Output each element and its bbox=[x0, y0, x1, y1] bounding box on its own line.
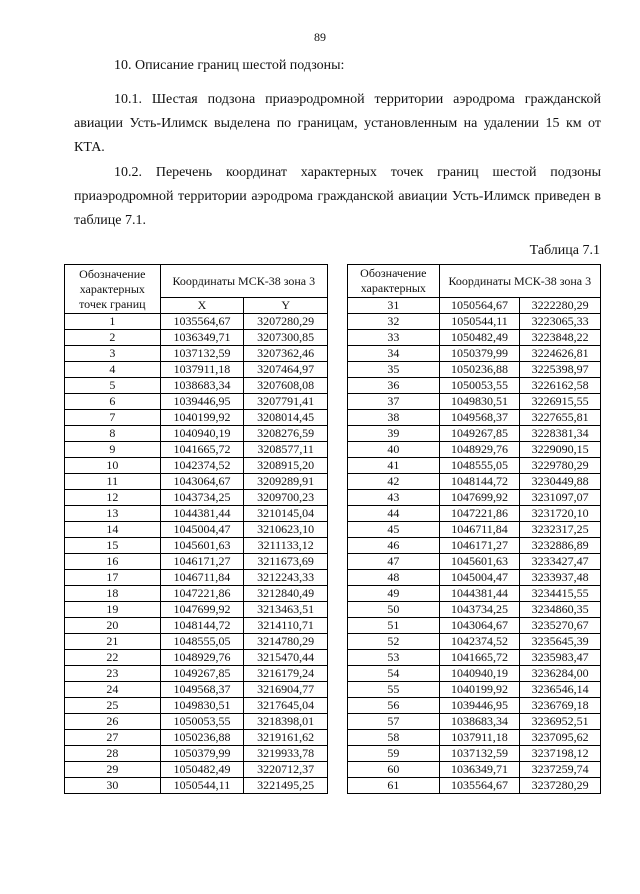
coord-x: 1048144,72 bbox=[439, 474, 520, 490]
point-number: 27 bbox=[65, 730, 161, 746]
point-number: 23 bbox=[65, 666, 161, 682]
table-row bbox=[65, 506, 328, 522]
table-row bbox=[348, 490, 601, 506]
point-number: 39 bbox=[348, 426, 440, 442]
coord-x: 1045601,63 bbox=[439, 554, 520, 570]
table-row bbox=[65, 554, 328, 570]
coord-y: 3207362,46 bbox=[244, 346, 328, 362]
point-number: 28 bbox=[65, 746, 161, 762]
point-number: 18 bbox=[65, 586, 161, 602]
point-number: 13 bbox=[65, 506, 161, 522]
point-number: 36 bbox=[348, 378, 440, 394]
coord-y: 3215470,44 bbox=[244, 650, 328, 666]
point-number: 32 bbox=[348, 314, 440, 330]
coord-y: 3209700,23 bbox=[244, 490, 328, 506]
coord-x: 1048555,05 bbox=[160, 634, 244, 650]
coord-x: 1046171,27 bbox=[160, 554, 244, 570]
coord-x: 1049830,51 bbox=[160, 698, 244, 714]
coord-y: 3214110,71 bbox=[244, 618, 328, 634]
table-row bbox=[348, 442, 601, 458]
table-row bbox=[348, 394, 601, 410]
coord-x: 1050236,88 bbox=[160, 730, 244, 746]
point-number: 12 bbox=[65, 490, 161, 506]
table-row bbox=[65, 634, 328, 650]
coord-x: 1043064,67 bbox=[160, 474, 244, 490]
table-row bbox=[65, 586, 328, 602]
coord-y: 3221495,25 bbox=[244, 778, 328, 794]
coord-x: 1045004,47 bbox=[439, 570, 520, 586]
table-row bbox=[65, 602, 328, 618]
coord-y: 3217645,04 bbox=[244, 698, 328, 714]
table-row bbox=[65, 330, 328, 346]
coordinates-table-left bbox=[64, 264, 328, 794]
table-row bbox=[348, 458, 601, 474]
coord-y: 3214780,29 bbox=[244, 634, 328, 650]
table-row bbox=[65, 650, 328, 666]
coord-y: 3237095,62 bbox=[520, 730, 601, 746]
point-number: 17 bbox=[65, 570, 161, 586]
coord-x: 1046711,84 bbox=[439, 522, 520, 538]
point-number: 53 bbox=[348, 650, 440, 666]
point-number: 3 bbox=[65, 346, 161, 362]
coord-x: 1036349,71 bbox=[160, 330, 244, 346]
point-number: 29 bbox=[65, 762, 161, 778]
point-number: 33 bbox=[348, 330, 440, 346]
point-number: 14 bbox=[65, 522, 161, 538]
point-number: 1 bbox=[65, 314, 161, 330]
point-number: 30 bbox=[65, 778, 161, 794]
table-row bbox=[65, 410, 328, 426]
coord-y: 3224626,81 bbox=[520, 346, 601, 362]
table-row bbox=[348, 682, 601, 698]
coord-x: 1045004,47 bbox=[160, 522, 244, 538]
coord-x: 1050564,67 bbox=[439, 298, 520, 314]
coord-x: 1044381,44 bbox=[160, 506, 244, 522]
header-coordinates: Координаты МСК-38 зона 3 bbox=[439, 265, 600, 298]
point-number: 61 bbox=[348, 778, 440, 794]
coord-y: 3211133,12 bbox=[244, 538, 328, 554]
coord-y: 3207300,85 bbox=[244, 330, 328, 346]
table-row bbox=[65, 314, 328, 330]
table-row bbox=[65, 778, 328, 794]
point-number: 42 bbox=[348, 474, 440, 490]
coord-y: 3223848,22 bbox=[520, 330, 601, 346]
coord-x: 1040199,92 bbox=[439, 682, 520, 698]
table-row bbox=[348, 730, 601, 746]
coord-y: 3208014,45 bbox=[244, 410, 328, 426]
coord-y: 3216179,24 bbox=[244, 666, 328, 682]
point-number: 43 bbox=[348, 490, 440, 506]
coord-y: 3232317,25 bbox=[520, 522, 601, 538]
coord-x: 1049830,51 bbox=[439, 394, 520, 410]
table-row bbox=[65, 746, 328, 762]
point-number: 56 bbox=[348, 698, 440, 714]
coord-y: 3227655,81 bbox=[520, 410, 601, 426]
point-number: 40 bbox=[348, 442, 440, 458]
header-point-designation: Обозначение характерных bbox=[348, 265, 440, 298]
coord-y: 3226915,55 bbox=[520, 394, 601, 410]
coord-y: 3219161,62 bbox=[244, 730, 328, 746]
point-number: 41 bbox=[348, 458, 440, 474]
point-number: 46 bbox=[348, 538, 440, 554]
table-caption: Таблица 7.1 bbox=[529, 243, 600, 258]
coord-y: 3237198,12 bbox=[520, 746, 601, 762]
table-row bbox=[65, 682, 328, 698]
point-number: 54 bbox=[348, 666, 440, 682]
coord-x: 1041665,72 bbox=[439, 650, 520, 666]
coord-y: 3233937,48 bbox=[520, 570, 601, 586]
coord-x: 1050482,49 bbox=[160, 762, 244, 778]
point-number: 55 bbox=[348, 682, 440, 698]
coord-x: 1040940,19 bbox=[439, 666, 520, 682]
table-row bbox=[65, 522, 328, 538]
coord-y: 3236284,00 bbox=[520, 666, 601, 682]
coord-y: 3230449,88 bbox=[520, 474, 601, 490]
point-number: 34 bbox=[348, 346, 440, 362]
point-number: 10 bbox=[65, 458, 161, 474]
table-row bbox=[65, 762, 328, 778]
table-row bbox=[348, 298, 601, 314]
point-number: 16 bbox=[65, 554, 161, 570]
coord-y: 3234860,35 bbox=[520, 602, 601, 618]
coord-x: 1040940,19 bbox=[160, 426, 244, 442]
table-row bbox=[65, 474, 328, 490]
point-number: 47 bbox=[348, 554, 440, 570]
table-row bbox=[348, 634, 601, 650]
point-number: 45 bbox=[348, 522, 440, 538]
coord-y: 3235270,67 bbox=[520, 618, 601, 634]
coord-x: 1048555,05 bbox=[439, 458, 520, 474]
table-row bbox=[348, 666, 601, 682]
point-number: 24 bbox=[65, 682, 161, 698]
coord-y: 3208915,20 bbox=[244, 458, 328, 474]
table-row bbox=[348, 746, 601, 762]
table-row bbox=[65, 714, 328, 730]
coord-y: 3237280,29 bbox=[520, 778, 601, 794]
table-row bbox=[65, 698, 328, 714]
point-number: 9 bbox=[65, 442, 161, 458]
coord-x: 1050379,99 bbox=[160, 746, 244, 762]
coord-y: 3226162,58 bbox=[520, 378, 601, 394]
coord-y: 3216904,77 bbox=[244, 682, 328, 698]
coord-x: 1048929,76 bbox=[160, 650, 244, 666]
table-row bbox=[348, 714, 601, 730]
coord-x: 1050482,49 bbox=[439, 330, 520, 346]
header-x: X bbox=[160, 298, 244, 314]
section-heading: 10. Описание границ шестой подзоны: bbox=[114, 58, 345, 73]
point-number: 44 bbox=[348, 506, 440, 522]
table-row bbox=[348, 362, 601, 378]
coord-x: 1050053,55 bbox=[439, 378, 520, 394]
table-row bbox=[65, 666, 328, 682]
coord-y: 3231097,07 bbox=[520, 490, 601, 506]
paragraph-10-2: 10.2. Перечень координат характерных точек границ шестой подзоны приаэродромной территории аэродрома гражданской авиации Усть-Илимск приведен в таблице 7.1. bbox=[74, 165, 601, 228]
coord-x: 1049568,37 bbox=[160, 682, 244, 698]
header-point-designation: Обозначение характерных точек границ bbox=[65, 265, 161, 314]
coord-x: 1049267,85 bbox=[439, 426, 520, 442]
point-number: 19 bbox=[65, 602, 161, 618]
coord-x: 1048929,76 bbox=[439, 442, 520, 458]
table-row bbox=[348, 538, 601, 554]
coord-x: 1048144,72 bbox=[160, 618, 244, 634]
point-number: 50 bbox=[348, 602, 440, 618]
table-row bbox=[348, 522, 601, 538]
coord-x: 1044381,44 bbox=[439, 586, 520, 602]
coord-y: 3236952,51 bbox=[520, 714, 601, 730]
point-number: 38 bbox=[348, 410, 440, 426]
table-row bbox=[348, 602, 601, 618]
coord-x: 1038683,34 bbox=[439, 714, 520, 730]
coord-y: 3219933,78 bbox=[244, 746, 328, 762]
coord-y: 3210145,04 bbox=[244, 506, 328, 522]
coord-x: 1039446,95 bbox=[439, 698, 520, 714]
point-number: 58 bbox=[348, 730, 440, 746]
coord-y: 3234415,55 bbox=[520, 586, 601, 602]
coord-y: 3236546,14 bbox=[520, 682, 601, 698]
table-row bbox=[348, 570, 601, 586]
point-number: 26 bbox=[65, 714, 161, 730]
table-row bbox=[65, 394, 328, 410]
coord-y: 3233427,47 bbox=[520, 554, 601, 570]
table-row bbox=[348, 346, 601, 362]
table-row bbox=[348, 474, 601, 490]
point-number: 59 bbox=[348, 746, 440, 762]
coord-x: 1045601,63 bbox=[160, 538, 244, 554]
coord-x: 1037132,59 bbox=[160, 346, 244, 362]
point-number: 51 bbox=[348, 618, 440, 634]
coord-x: 1047699,92 bbox=[160, 602, 244, 618]
coord-x: 1037911,18 bbox=[439, 730, 520, 746]
coord-y: 3228381,34 bbox=[520, 426, 601, 442]
point-number: 8 bbox=[65, 426, 161, 442]
point-number: 15 bbox=[65, 538, 161, 554]
coord-y: 3218398,01 bbox=[244, 714, 328, 730]
coord-y: 3229090,15 bbox=[520, 442, 601, 458]
coord-y: 3220712,37 bbox=[244, 762, 328, 778]
coord-y: 3207280,29 bbox=[244, 314, 328, 330]
table-row bbox=[65, 458, 328, 474]
point-number: 11 bbox=[65, 474, 161, 490]
coord-x: 1039446,95 bbox=[160, 394, 244, 410]
table-row bbox=[65, 442, 328, 458]
coord-x: 1043064,67 bbox=[439, 618, 520, 634]
coord-x: 1035564,67 bbox=[160, 314, 244, 330]
coord-x: 1038683,34 bbox=[160, 378, 244, 394]
coord-y: 3232886,89 bbox=[520, 538, 601, 554]
header-y: Y bbox=[244, 298, 328, 314]
coord-x: 1046711,84 bbox=[160, 570, 244, 586]
table-row bbox=[65, 346, 328, 362]
coord-y: 3211673,69 bbox=[244, 554, 328, 570]
table-row bbox=[348, 410, 601, 426]
point-number: 52 bbox=[348, 634, 440, 650]
coord-x: 1050053,55 bbox=[160, 714, 244, 730]
point-number: 48 bbox=[348, 570, 440, 586]
coord-x: 1050236,88 bbox=[439, 362, 520, 378]
coord-x: 1042374,52 bbox=[439, 634, 520, 650]
coord-x: 1047699,92 bbox=[439, 490, 520, 506]
point-number: 22 bbox=[65, 650, 161, 666]
table-row bbox=[348, 314, 601, 330]
coord-x: 1043734,25 bbox=[160, 490, 244, 506]
coord-x: 1047221,86 bbox=[160, 586, 244, 602]
table-row bbox=[65, 426, 328, 442]
coord-x: 1043734,25 bbox=[439, 602, 520, 618]
coord-y: 3213463,51 bbox=[244, 602, 328, 618]
point-number: 5 bbox=[65, 378, 161, 394]
coord-y: 3210623,10 bbox=[244, 522, 328, 538]
coord-y: 3237259,74 bbox=[520, 762, 601, 778]
coord-y: 3235983,47 bbox=[520, 650, 601, 666]
table-row bbox=[348, 650, 601, 666]
point-number: 60 bbox=[348, 762, 440, 778]
table-row bbox=[348, 586, 601, 602]
coord-y: 3235645,39 bbox=[520, 634, 601, 650]
table-row bbox=[348, 618, 601, 634]
table-row bbox=[65, 730, 328, 746]
coord-y: 3209289,91 bbox=[244, 474, 328, 490]
coord-y: 3225398,97 bbox=[520, 362, 601, 378]
coordinates-table-right bbox=[347, 264, 601, 794]
point-number: 25 bbox=[65, 698, 161, 714]
point-number: 21 bbox=[65, 634, 161, 650]
coord-y: 3236769,18 bbox=[520, 698, 601, 714]
coord-x: 1036349,71 bbox=[439, 762, 520, 778]
coord-x: 1047221,86 bbox=[439, 506, 520, 522]
coord-y: 3223065,33 bbox=[520, 314, 601, 330]
coord-x: 1042374,52 bbox=[160, 458, 244, 474]
table-row bbox=[65, 570, 328, 586]
table-row bbox=[348, 762, 601, 778]
point-number: 4 bbox=[65, 362, 161, 378]
coord-y: 3207608,08 bbox=[244, 378, 328, 394]
table-row bbox=[348, 778, 601, 794]
coord-x: 1035564,67 bbox=[439, 778, 520, 794]
coord-y: 3207791,41 bbox=[244, 394, 328, 410]
point-number: 35 bbox=[348, 362, 440, 378]
table-row bbox=[348, 506, 601, 522]
coord-x: 1037911,18 bbox=[160, 362, 244, 378]
point-number: 49 bbox=[348, 586, 440, 602]
point-number: 2 bbox=[65, 330, 161, 346]
coord-x: 1041665,72 bbox=[160, 442, 244, 458]
coord-y: 3231720,10 bbox=[520, 506, 601, 522]
coord-y: 3207464,97 bbox=[244, 362, 328, 378]
table-row bbox=[348, 698, 601, 714]
coord-x: 1049267,85 bbox=[160, 666, 244, 682]
table-row bbox=[348, 426, 601, 442]
point-number: 31 bbox=[348, 298, 440, 314]
coord-x: 1046171,27 bbox=[439, 538, 520, 554]
coord-x: 1050544,11 bbox=[439, 314, 520, 330]
coord-y: 3222280,29 bbox=[520, 298, 601, 314]
coord-x: 1049568,37 bbox=[439, 410, 520, 426]
point-number: 7 bbox=[65, 410, 161, 426]
coord-x: 1050379,99 bbox=[439, 346, 520, 362]
table-row bbox=[65, 378, 328, 394]
paragraph-10-1: 10.1. Шестая подзона приаэродромной территории аэродрома гражданской авиации Усть-Илимск выделена по границам, установленным на удалении 15 км от КТА. bbox=[74, 92, 601, 155]
coord-y: 3229780,29 bbox=[520, 458, 601, 474]
table-row bbox=[65, 618, 328, 634]
header-coordinates: Координаты МСК-38 зона 3 bbox=[160, 265, 327, 298]
coord-x: 1040199,92 bbox=[160, 410, 244, 426]
point-number: 20 bbox=[65, 618, 161, 634]
table-row bbox=[65, 362, 328, 378]
point-number: 6 bbox=[65, 394, 161, 410]
table-row bbox=[348, 554, 601, 570]
page-number: 89 bbox=[314, 30, 326, 44]
point-number: 37 bbox=[348, 394, 440, 410]
coord-y: 3208577,11 bbox=[244, 442, 328, 458]
table-row bbox=[65, 538, 328, 554]
table-row bbox=[348, 378, 601, 394]
point-number: 57 bbox=[348, 714, 440, 730]
coord-x: 1037132,59 bbox=[439, 746, 520, 762]
table-row bbox=[65, 490, 328, 506]
table-row bbox=[348, 330, 601, 346]
coord-x: 1050544,11 bbox=[160, 778, 244, 794]
coord-y: 3212840,49 bbox=[244, 586, 328, 602]
coord-y: 3212243,33 bbox=[244, 570, 328, 586]
coord-y: 3208276,59 bbox=[244, 426, 328, 442]
